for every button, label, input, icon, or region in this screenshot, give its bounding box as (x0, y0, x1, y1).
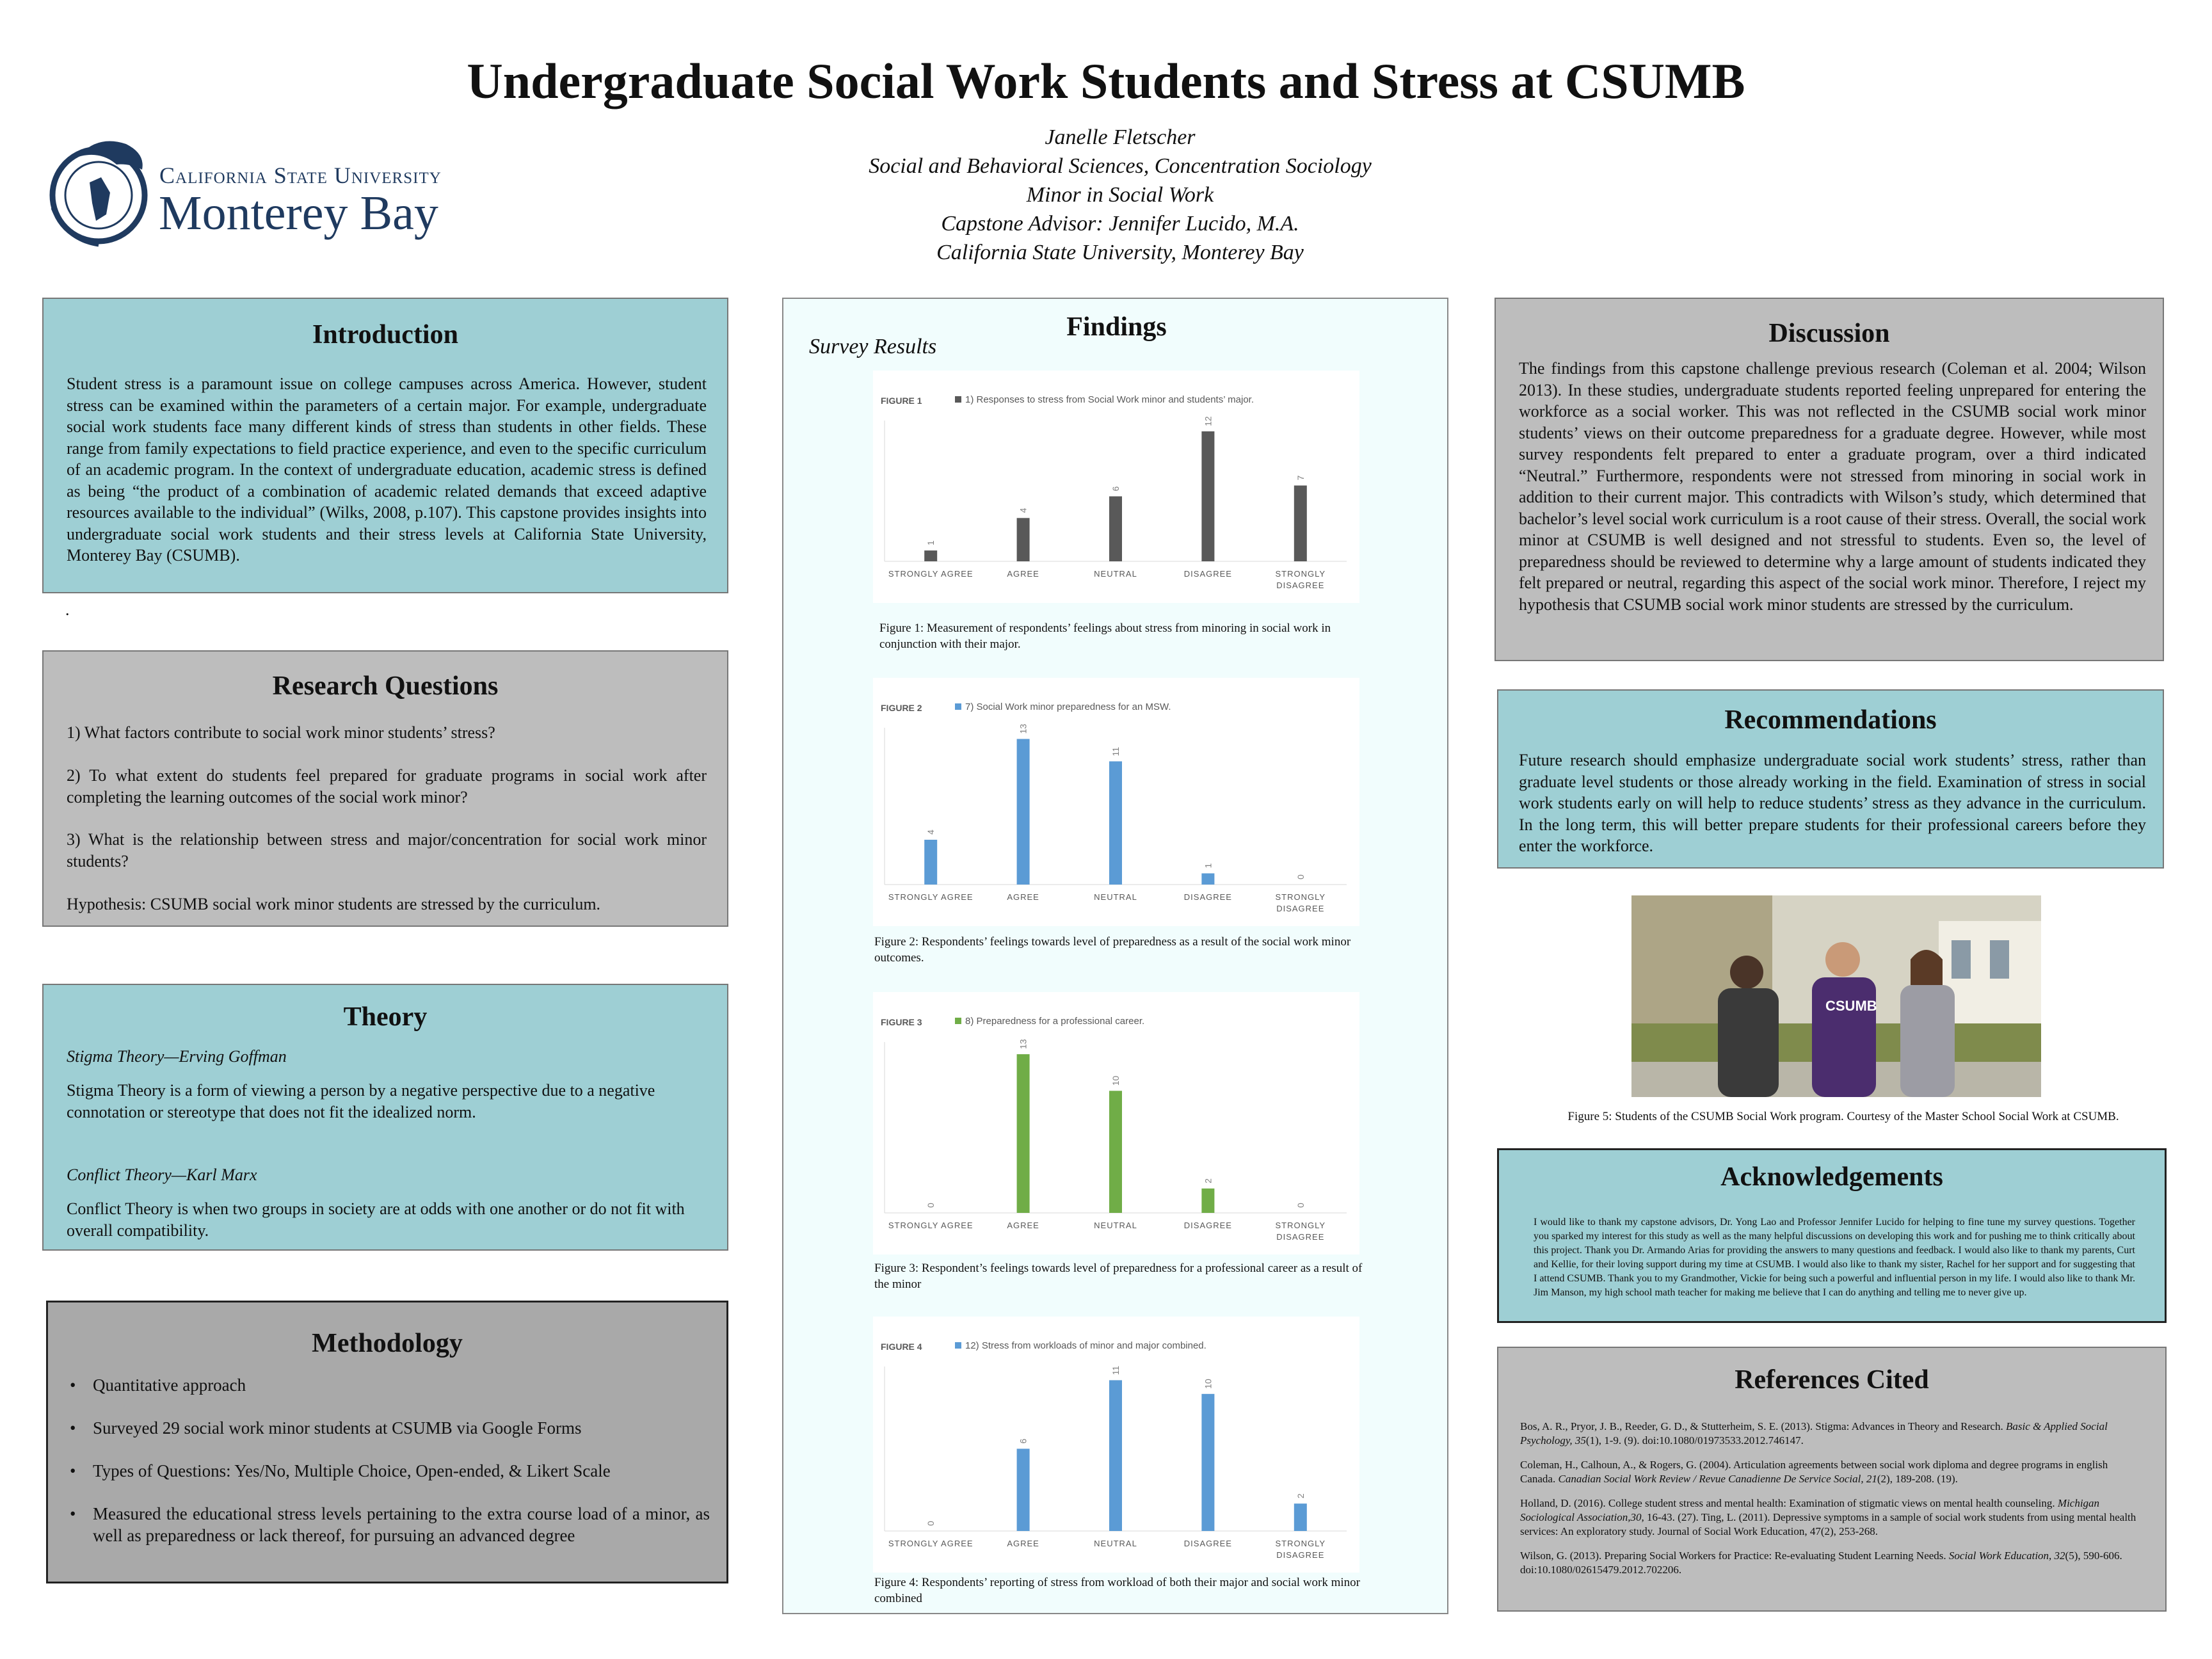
category-tick-label: STRONGLY AGREE (888, 569, 974, 579)
category-tick-label: AGREE (1007, 1221, 1039, 1230)
reference-source: Social Work Education, 32 (1948, 1550, 2065, 1562)
data-label: 10 (1110, 1075, 1121, 1086)
bar (1017, 739, 1030, 885)
research-questions-heading: Research Questions (272, 671, 499, 701)
data-label: 12 (1203, 416, 1214, 426)
bar (1294, 486, 1307, 561)
methodology-item: • Surveyed 29 social work minor students at CSUMB via Google Forms (51, 1417, 710, 1439)
category-tick-label: NEUTRAL (1094, 1221, 1137, 1230)
reference-source: Michigan Sociological Association,30 (1520, 1497, 2100, 1523)
bar (924, 840, 937, 885)
photo-caption: Figure 5: Students of the CSUMB Social Work program. Courtesy of the Master School Social Work at CSUMB. (1567, 1110, 2119, 1123)
bar (1201, 874, 1214, 885)
category-tick-label: DISAGREE (1183, 892, 1232, 902)
category-tick-label: NEUTRAL (1094, 569, 1137, 579)
bar (1109, 496, 1122, 561)
recommendations-panel (1497, 689, 2164, 869)
data-label: 13 (1018, 723, 1029, 734)
reference-text: Bos, A. R., Pryor, J. B., Reeder, G. D., & Stutterheim, S. E. (2013). Stigma: Advances in Theory and Research. (1520, 1420, 2006, 1432)
reference-text: Holland, D. (2016). College student stress and mental health: Examination of stigmatic views on mental health counseling. (1520, 1497, 2058, 1509)
legend-swatch (955, 396, 961, 403)
methodology-item: • Types of Questions: Yes/No, Multiple Choice, Open-ended, & Likert Scale (51, 1460, 710, 1482)
bar (1201, 1189, 1214, 1213)
figure-1-chart (873, 371, 1359, 603)
data-label: 7 (1295, 475, 1306, 481)
figure-4-caption: Figure 4: Respondents’ reporting of stress from workload of both their major and social work minor combined (874, 1576, 1360, 1605)
category-tick-label: NEUTRAL (1094, 892, 1137, 902)
acknowledgements-heading: Acknowledgements (1720, 1162, 1943, 1192)
reference-item (1520, 1420, 2141, 1448)
bar (1109, 1380, 1122, 1531)
findings-panel (782, 298, 1448, 1614)
poster-title: Undergraduate Social Work Students and Stress at CSUMB (467, 53, 1745, 109)
methodology-panel (46, 1301, 728, 1583)
research-question-2: 2) To what extent do students feel prepared for graduate programs in social work after completing the learning outcomes of the social work minor? (67, 766, 707, 806)
figure-2-svg (873, 678, 1359, 926)
category-tick-label: STRONGLY (1275, 1539, 1326, 1548)
legend-swatch (955, 1018, 961, 1024)
legend-label: 1) Responses to stress from Social Work minor and students’ major. (965, 394, 1254, 405)
category-tick-label: STRONGLY (1275, 892, 1326, 902)
data-label: 0 (926, 1521, 936, 1526)
reference-item (1520, 1458, 2141, 1486)
category-tick-label: STRONGLY AGREE (888, 892, 974, 902)
students-photo-illustration (1631, 895, 2041, 1097)
category-tick-label: DISAGREE (1276, 581, 1325, 590)
bar (1017, 1449, 1030, 1532)
theory-heading: Theory (343, 1002, 428, 1032)
legend-label: 12) Stress from workloads of minor and major combined. (965, 1340, 1206, 1351)
category-tick-label: DISAGREE (1276, 1232, 1325, 1242)
hypothesis: Hypothesis: CSUMB social work minor students are stressed by the curriculum. (67, 895, 601, 913)
bar (1109, 1091, 1122, 1213)
data-label: 0 (926, 1203, 936, 1208)
introduction-panel (42, 298, 728, 593)
category-tick-label: DISAGREE (1276, 904, 1325, 913)
figure-label: FIGURE 3 (881, 1017, 922, 1027)
data-label: 11 (1110, 746, 1121, 757)
category-tick-label: STRONGLY (1275, 569, 1326, 579)
references-heading: References Cited (1735, 1365, 1929, 1395)
author-advisor: Capstone Advisor: Jennifer Lucido, M.A. (941, 212, 1299, 236)
introduction-heading: Introduction (312, 320, 458, 349)
legend-label: 7) Social Work minor preparedness for an MSW. (965, 701, 1171, 712)
logo-line2: Monterey Bay (159, 186, 438, 240)
category-tick-label: AGREE (1007, 892, 1039, 902)
category-tick-label: STRONGLY AGREE (888, 1221, 974, 1230)
data-label: 2 (1295, 1493, 1306, 1499)
category-tick-label: DISAGREE (1183, 1539, 1232, 1548)
research-questions-panel (42, 650, 728, 927)
logo-line1: California State University (159, 163, 442, 188)
author-university: California State University, Monterey Bay (936, 241, 1304, 264)
methodology-item: • Measured the educational stress levels pertaining to the extra course load of a minor, as well as preparedness or lack thereof, for pursuing an advanced degree (51, 1503, 710, 1546)
legend-label: 8) Preparedness for a professional career. (965, 1016, 1145, 1027)
data-label: 6 (1018, 1438, 1029, 1444)
bar (1201, 1394, 1214, 1531)
reference-text: Coleman, H., Calhoun, A., & Rogers, G. (2004). Articulation agreements between social work diploma and degree programs in english Canada. (1520, 1459, 2108, 1485)
data-label: 6 (1110, 486, 1121, 492)
category-tick-label: DISAGREE (1183, 569, 1232, 579)
findings-heading: Findings (1066, 312, 1167, 342)
references-list (1520, 1420, 2141, 1587)
figure-label: FIGURE 4 (881, 1342, 922, 1352)
discussion-text: The findings from this capstone challenge previous research (Coleman et al. 2004; Wilson 2013). In these studies, undergraduate students reported feeling unprepared for entering the workforce as a social worker. This was not reflected in the CSUMB social work minor students’ views on their outcome preparedness for a graduate degree. However, while most survey respondents felt prepared to enter a graduate program, over a third indicated “Neutral.” Furthermore, respondents were not stressed from minoring in social work in addition to their current major. This contradicts with Wilson’s study, which determined that bachelor’s level social work curriculum is a root cause of their stress. Overall, the social work minor at CSUMB is well designed and not stressful to students. Even so, the level of preparedness should be reviewed to determine why a large amount of students indicated they felt prepared or neutral, regarding this aspect of the social work minor. Therefore, I reject my hypothesis that CSUMB social work minor students are stressed by the curriculum. (1519, 359, 2146, 614)
conflict-theory-title: Conflict Theory—Karl Marx (67, 1166, 257, 1184)
students-photo (1631, 895, 2041, 1097)
figure-3-svg (873, 992, 1359, 1254)
data-label: 1 (1203, 863, 1214, 869)
figure-3-caption: Figure 3: Respondent’s feelings towards level of preparedness for a professional career as a result of the minor (874, 1262, 1363, 1291)
theory-panel (42, 984, 728, 1251)
legend-swatch (955, 1342, 961, 1349)
introduction-trailing-dot: . (65, 600, 70, 619)
figure-3-chart (873, 992, 1359, 1254)
research-question-1: 1) What factors contribute to social work minor students’ stress? (67, 723, 495, 742)
legend-swatch (955, 703, 961, 710)
figure-label: FIGURE 2 (881, 703, 922, 713)
acknowledgements-panel (1497, 1148, 2167, 1323)
shirt-text: CSUMB (1825, 998, 1877, 1014)
recommendations-heading: Recommendations (1724, 705, 1937, 735)
methodology-item: • Quantitative approach (51, 1374, 710, 1396)
stigma-theory-title: Stigma Theory—Erving Goffman (67, 1047, 287, 1066)
figure-4-svg (873, 1317, 1359, 1573)
category-tick-label: AGREE (1007, 1539, 1039, 1548)
category-tick-label: STRONGLY AGREE (888, 1539, 974, 1548)
data-label: 0 (1295, 874, 1306, 879)
bar (924, 550, 937, 561)
figure-2-chart (873, 678, 1359, 926)
category-tick-label: DISAGREE (1276, 1550, 1325, 1560)
bar (1201, 431, 1214, 561)
bar (1017, 518, 1030, 561)
references-panel (1497, 1347, 2167, 1612)
data-label: 1 (926, 540, 936, 546)
category-tick-label: NEUTRAL (1094, 1539, 1137, 1548)
data-label: 10 (1203, 1379, 1214, 1389)
data-label: 0 (1295, 1203, 1306, 1208)
reference-details: (2), 189-208. (19). (1877, 1473, 1958, 1485)
acknowledgements-text: I would like to thank my capstone advisors, Dr. Yong Lao and Professor Jennifer Lucido for helping to fine tune my survey questions. Together you sparked my interest for this study as well as the many helpful discussions on developing this work and for pushing me to think critically about this project. Thank you Dr. Armando Arias for providing the answers to many questions and feedback. I would also like to thank my parents, Curt and Kellie, for their loving support during my time at CSUMB. I would also like to thank my sister, Rachel for her support and for suggesting that I attend CSUMB. Thank you to my Grandmother, Vickie for being such a powerful and influential person in my life. I would also like to thank Mr. Jim Manson, my high school math teacher for making me believe that I can do anything and telling me to never give up. (1534, 1217, 2135, 1298)
figure-label: FIGURE 1 (881, 396, 922, 406)
category-tick-label: STRONGLY (1275, 1221, 1326, 1230)
methodology-list (51, 1374, 710, 1567)
stigma-theory-text: Stigma Theory is a form of viewing a person by a negative perspective due to a negative connotation or stereotype that does not fit the idealized norm. (67, 1081, 655, 1121)
bar (1109, 762, 1122, 885)
research-question-3: 3) What is the relationship between stress and major/concentration for social work minor students? (67, 830, 707, 870)
figure-2-caption: Figure 2: Respondents’ feelings towards level of preparedness as a result of the social work minor outcomes. (874, 935, 1351, 965)
data-label: 4 (1018, 508, 1029, 513)
bar (1017, 1054, 1030, 1213)
data-label: 4 (926, 830, 936, 835)
figure-4-chart (873, 1317, 1359, 1573)
data-label: 11 (1110, 1365, 1121, 1375)
otter-seal-logo-icon (40, 131, 155, 256)
reference-details: , 16-43. (27). Ting, L. (2011). Depressive symptoms in a sample of social work students from using mental health services: An exploratory study. Journal of Social Work Education, 47(2), 253-268. (1520, 1511, 2136, 1537)
reference-details: (5), 590-606. doi:10.1080/02615479.2012.702206. (1520, 1550, 2122, 1576)
reference-item (1520, 1549, 2141, 1577)
author-name: Janelle Fletscher (1045, 125, 1196, 149)
bar (1294, 1503, 1307, 1531)
recommendations-text: Future research should emphasize undergraduate social work students’ stress, rather than graduate level students or those already working in the field. Examination of stress in social work students early on will help to reduce students’ stress as they advance in the curriculum. In the long term, this will better prepare students for their professional careers before they enter the workforce. (1519, 751, 2146, 855)
category-tick-label: DISAGREE (1183, 1221, 1232, 1230)
methodology-heading: Methodology (312, 1329, 463, 1358)
reference-item (1520, 1496, 2141, 1539)
data-label: 2 (1203, 1178, 1214, 1183)
discussion-heading: Discussion (1768, 319, 1890, 348)
figure-1-caption: Figure 1: Measurement of respondents’ feelings about stress from minoring in social work in conjunction with their major. (879, 621, 1331, 651)
author-department: Social and Behavioral Sciences, Concentration Sociology (869, 154, 1372, 178)
reference-source: Canadian Social Work Review / Revue Canadienne De Service Social, 21 (1558, 1473, 1877, 1485)
reference-details: (1), 1-9. (9). doi:10.1080/01973533.2012.746147. (1585, 1434, 1804, 1447)
data-label: 13 (1018, 1039, 1029, 1050)
university-logo (40, 131, 475, 259)
introduction-text: Student stress is a paramount issue on college campuses across America. However, student stress can be examined within the parameters of a certain major. For example, undergraduate social work students face many different kinds of stress than students in other fields. These range from family expectations to field practice experience, and even to the specific curriculum of an academic program. In the context of undergraduate education, academic stress is defined as being “the product of a combination of academic related demands that exceed adaptive resources available to the individual” (Wilks, 2008, p.107). This capstone provides insights into undergraduate social work students and their stress levels at California State University, Monterey Bay (CSUMB). (67, 374, 707, 565)
survey-results-subheading: Survey Results (809, 335, 937, 358)
conflict-theory-text: Conflict Theory is when two groups in society are at odds with one another or do not fit with overall compatibility. (67, 1199, 685, 1240)
author-minor: Minor in Social Work (1026, 183, 1214, 207)
figure-1-svg (873, 371, 1359, 603)
category-tick-label: AGREE (1007, 569, 1039, 579)
discussion-panel (1495, 298, 2164, 661)
author-block (704, 123, 1536, 267)
reference-text: Wilson, G. (2013). Preparing Social Workers for Practice: Re-evaluating Student Learning Needs. (1520, 1550, 1949, 1562)
reference-source: Basic & Applied Social Psychology, 35 (1520, 1420, 2108, 1447)
